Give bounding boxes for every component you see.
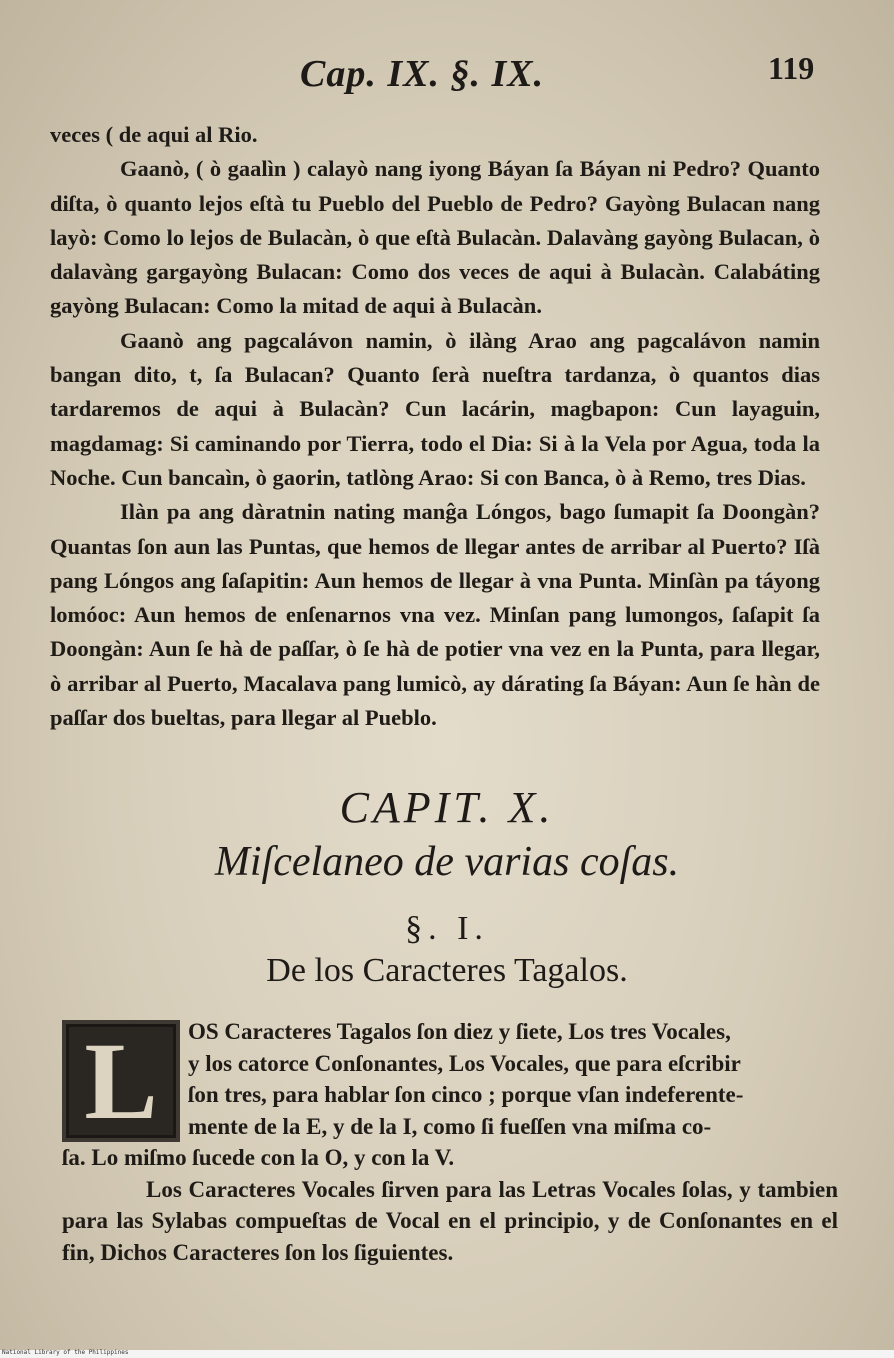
chapter-subtitle: Miſcelaneo de varias coſas. — [214, 839, 680, 885]
text-line: mente de la E, y de la I, como ſi fueſſen vna miſma co- — [188, 1113, 712, 1139]
library-credit: National Library of the Philippines — [2, 1349, 129, 1356]
paragraph: Ilàn pa ang dàratnin nating manĝa Lóngos, bago ſumapit ſa Doongàn? Quantas ſon aun las Puntas, que hemos de llegar antes de arribar al Puerto? Iſà pang Lóngos ang ſaſapitin: Aun hemos de llegar à vna Punta. Minſàn pa táyong lomóoc: Aun hemos de enſenarnos vna vez. Minſan pang lumongos, ſaſapit ſa Doongàn: Aun ſe hà de paſſar, ò ſe hà de potier vna vez en la Punta, para llegar, ò arribar al Puerto, Macalava pang lumicò, ay dárating ſa Báyan: Aun ſe hàn de paſſar dos bueltas, para llegar al Pueblo. — [50, 499, 820, 731]
section-title: De los Caracteres Tagalos. — [266, 952, 628, 989]
drop-cap-letter: L — [84, 1020, 158, 1142]
page-header — [0, 46, 894, 106]
section-mark: §. I. — [405, 910, 489, 947]
body-text — [50, 118, 820, 735]
running-head: Cap. IX. §. IX. — [300, 53, 545, 95]
text-line: ſa. Lo miſmo ſucede con la O, y con la V. — [62, 1145, 455, 1170]
paragraph: veces ( de aqui al Rio. — [50, 122, 258, 147]
drop-cap-wrapped-lines — [62, 1016, 838, 1142]
page-number: 119 — [768, 50, 815, 86]
paragraph: Gaanò, ( ò gaalìn ) calayò nang iyong Báyan ſa Báyan ni Pedro? Quanto diſta, ò quanto lejos eſtà tu Pueblo del Pueblo de Pedro? Gayòng Bulacan nang layò: Como lo lejos de Bulacàn, ò que eſtà Bulacàn. Dalavàng gayòng Bulacan, ò dalavàng gargayòng Bulacan: Como dos veces de aqui à Bulacàn. Calabáting gayòng Bulacan: Como la mitad de aqui à Bulacàn. — [50, 156, 820, 319]
text-line: ſon tres, para hablar ſon cinco ; porque vſan indeferente- — [188, 1082, 744, 1107]
text-line: OS Caracteres Tagalos ſon diez y ſiete, Los tres Vocales, — [188, 1019, 731, 1044]
chapter-title: CAPIT. X. — [339, 783, 555, 832]
section-text — [62, 1016, 838, 1268]
paragraph: Gaanò ang pagcalávon namin, ò ilàng Arao ang pagcalávon namin bangan dito, t, ſa Bulacan? Quanto ſerà nueſtra tardanza, ò quantos dias tardaremos de aqui à Bulacàn? Cun lacárin, magbapon: Cun layaguin, magdamag: Si caminando por Tierra, todo el Dia: Si à la Vela por Agua, toda la Noche. Cun bancaìn, ò gaorin, tatlòng Arao: Si con Banca, ò à Remo, tres Dias. — [50, 327, 820, 490]
text-line: y los catorce Conſonantes, Los Vocales, que para eſcribir — [188, 1050, 741, 1076]
paragraph: Los Caracteres Vocales ſirven para las Letras Vocales ſolas, y tambien para las Sylabas compueſtas de Vocal en el principio, y de Conſonantes en el fin, Dichos Caracteres ſon los ſiguientes. — [62, 1176, 838, 1265]
scan-footer — [0, 1350, 894, 1358]
